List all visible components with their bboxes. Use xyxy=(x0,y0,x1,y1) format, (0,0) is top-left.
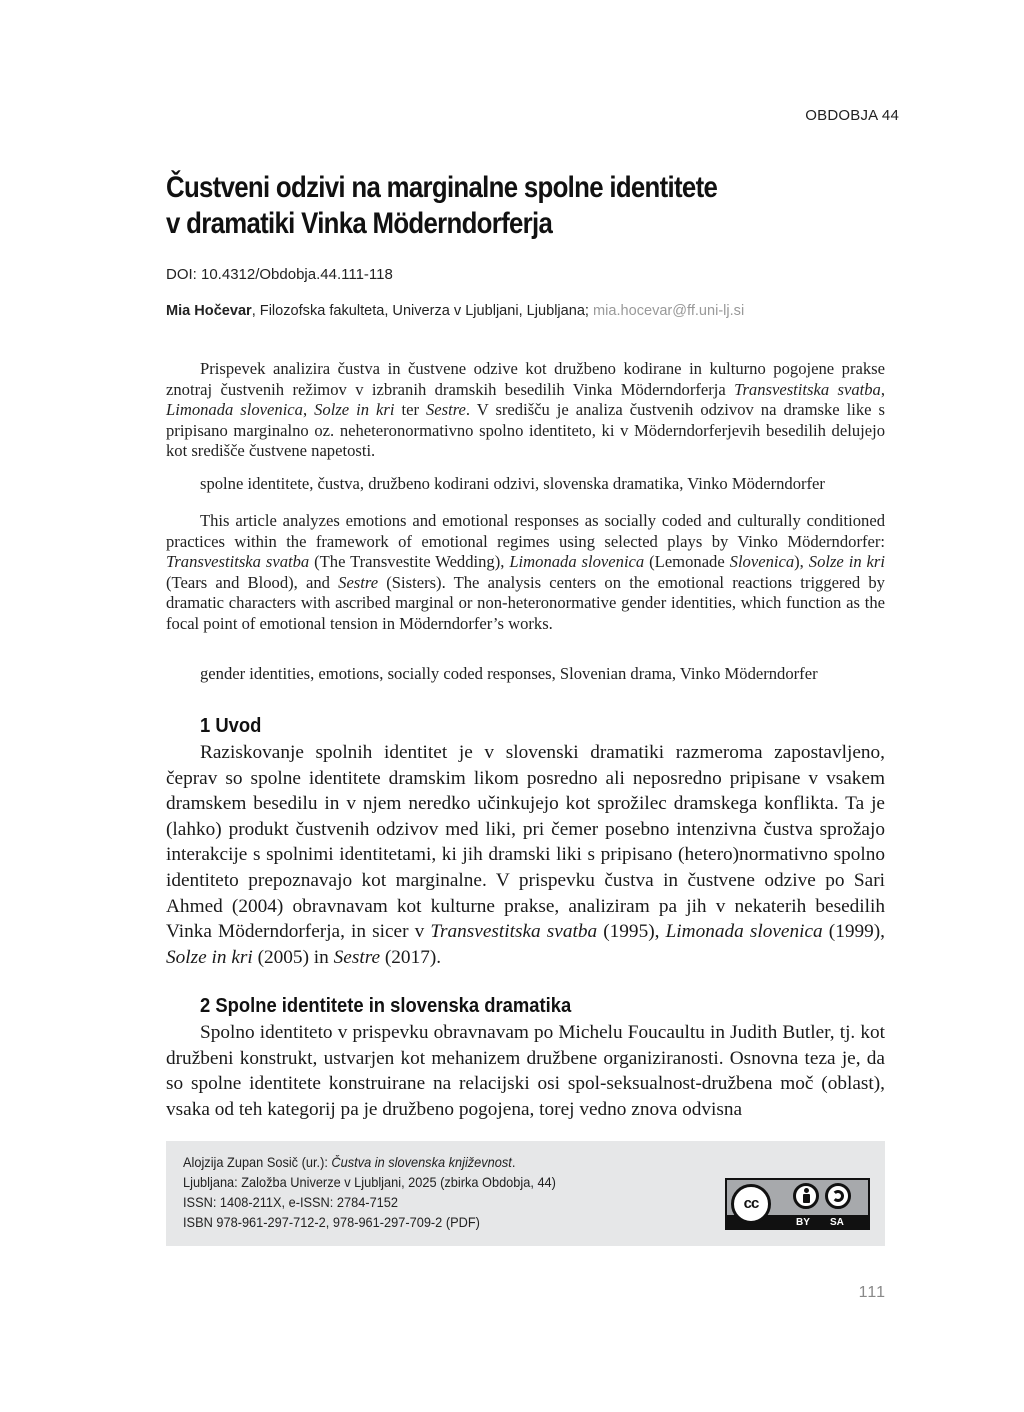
author-affiliation: , Filozofska fakulteta, Univerza v Ljubljani, Ljubljana; xyxy=(251,302,594,319)
publication-info xyxy=(183,1153,556,1233)
keywords-slovenian: spolne identitete, čustva, družbeno kodirani odzivi, slovenska dramatika, Vinko Möderndorfer xyxy=(200,474,825,493)
sa-label: SA xyxy=(830,1217,844,1228)
cc-icon: cc xyxy=(731,1184,771,1224)
person-head xyxy=(804,1188,809,1193)
body-text: (2017). xyxy=(380,946,442,968)
punctuation: . xyxy=(511,1155,516,1170)
page-number: 111 xyxy=(858,1284,886,1301)
play-title: Limonada slovenica xyxy=(665,921,823,943)
play-title: Slovenica xyxy=(729,552,795,572)
author-name: Mia Hočevar xyxy=(166,302,252,319)
keywords-english: gender identities, emotions, socially coded responses, Slovenian drama, Vinko Möderndorfer xyxy=(200,664,818,683)
title-line-2: v dramatiki Vinka Möderndorferja xyxy=(166,207,553,240)
abstract-text: This article analyzes emotions and emotional responses as socially coded and culturally conditioned practices within the framework of emotional regimes using selected plays by Vinko Möderndorfer: xyxy=(166,511,885,551)
abstract-text: (Lemonade xyxy=(644,552,730,572)
abstract-text: ), xyxy=(794,552,809,572)
abstract-english xyxy=(166,511,885,635)
abstract-text: , xyxy=(302,400,315,420)
play-title: Solze in kri xyxy=(166,946,253,968)
play-title: Sestre xyxy=(425,400,466,420)
abstract-slovenian xyxy=(166,359,885,462)
body-text: Raziskovanje spolnih identitet je v slovenski dramatiki razmeroma zapostavljeno, čeprav so spolne identitete dramskim likom posredno ali neposredno pripisane v vsakem dramskem besedilu in v njem neredko učinkujejo kot sprožilec dramskega konflikta. Ta je (lahko) produkt čustvenih odzivov med liki, pri čemer posebno intenzivna čustva sprožajo interakcije s spolnimi identitetami, ki jih dramski liki s pripisano (hetero)normativno spolno identiteto prepoznavajo kot marginalne. V prispevku čustva in čustvene odzive po Sari Ahmed (2004) obravnavam kot kulturne prakse, analiziram pa jih v nekaterih besedilih Vinka Möderndorferja, in sicer v xyxy=(166,742,885,943)
title-line-1: Čustveni odzivi na marginalne spolne identitete xyxy=(166,171,718,204)
doi[interactable]: DOI: 10.4312/Obdobja.44.111-118 xyxy=(166,266,393,283)
cc-by-sa-license-badge[interactable] xyxy=(725,1178,870,1230)
abstract-text: (Sisters). The analysis centers on the emotional reactions triggered by dramatic characters with ascribed marginal or non-heteronormative gender identities, which function as the focal point of emotional tension in Möderndorfer’s works. xyxy=(166,572,885,633)
body-text: (1999), xyxy=(822,921,886,943)
play-title: Transvestitska svatba xyxy=(734,379,881,399)
attribution-icon xyxy=(793,1183,819,1209)
abstract-text: . V središču je analiza čustvenih odzivov na dramske like s pripisano marginalno oz. neheteronormativno spolno identiteto, ki v Möderndorferjevih besedilih delujejo kot središče čustvene napetosti. xyxy=(166,400,885,461)
play-title: Transvestitska svatba xyxy=(166,552,310,572)
author-email[interactable]: mia.hocevar@ff.uni-lj.si xyxy=(593,302,745,319)
section-heading-intro: 1 Uvod xyxy=(200,715,262,737)
isbn-line: ISBN 978-961-297-712-2, 978-961-297-709-2 (PDF) xyxy=(183,1215,480,1230)
abstract-text: , xyxy=(880,379,885,399)
play-title: Sestre xyxy=(338,572,379,592)
section-heading-gender-identities: 2 Spolne identitete in slovenska dramatika xyxy=(200,995,572,1017)
share-alike-arc xyxy=(832,1190,844,1202)
play-title: Solze in kri xyxy=(314,400,395,420)
share-alike-icon xyxy=(825,1183,851,1209)
publisher-line: Ljubljana: Založba Univerze v Ljubljani, 2025 (zbirka Obdobja, 44) xyxy=(183,1175,556,1190)
editor-line xyxy=(183,1153,556,1173)
abstract-text: ter xyxy=(394,400,426,420)
editor: Alojzija Zupan Sosič (ur.): xyxy=(183,1155,332,1170)
body-text: (1995), xyxy=(597,921,666,943)
play-title: Sestre xyxy=(333,946,381,968)
author-line xyxy=(166,302,884,319)
abstract-text: (Tears and Blood), and xyxy=(166,572,339,592)
section-intro-paragraph xyxy=(166,740,885,970)
play-title: Solze in kri xyxy=(808,552,885,572)
person-body xyxy=(803,1194,810,1203)
publication-info-box xyxy=(166,1141,885,1246)
issn-line: ISSN: 1408-211X, e-ISSN: 2784-7152 xyxy=(183,1195,398,1210)
play-title: Limonada slovenica xyxy=(509,552,645,572)
book-title: Čustva in slovenska književnost xyxy=(331,1155,512,1170)
body-text: (2005) in xyxy=(252,946,334,968)
play-title: Transvestitska svatba xyxy=(430,921,598,943)
running-head: OBDOBJA 44 xyxy=(805,107,899,124)
abstract-text: (The Transvestite Wedding), xyxy=(309,552,510,572)
by-label: BY xyxy=(796,1217,810,1228)
article-title xyxy=(166,170,888,242)
section-gender-identities-paragraph: Spolno identiteto v prispevku obravnavam po Michelu Foucaultu in Judith Butler, tj. kot družbeni konstrukt, ustvarjen kot mehanizem družbene organiziranosti. Osnovna teza je, da so spolne identitete konstruirane na relacijski osi spol-seksualnost-družbena moč (oblast), vsaka od teh kategorij pa je družbeno pogojena, torej vedno znova odvisna xyxy=(166,1022,885,1120)
play-title: Limonada slovenica xyxy=(166,400,303,420)
abstract-text: Prispevek analizira čustva in čustvene odzive kot družbeno kodirane in kulturno pogojene prakse znotraj čustvenih režimov v izbranih dramskih besedilih Vinka Möderndorferja xyxy=(166,359,885,399)
